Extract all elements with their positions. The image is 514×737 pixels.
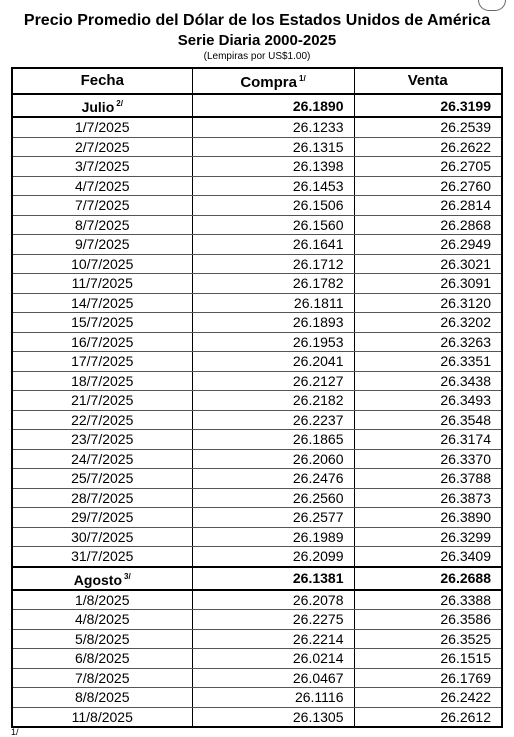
month-name: Julio <box>81 99 115 115</box>
date-cell: 28/7/2025 <box>12 488 192 508</box>
date-cell: 2/7/2025 <box>12 137 192 157</box>
date-cell: 5/8/2025 <box>12 629 192 649</box>
venta-cell: 26.3174 <box>354 430 502 450</box>
compra-cell: 26.2182 <box>192 391 354 411</box>
compra-cell: 26.2577 <box>192 508 354 528</box>
compra-cell: 26.2099 <box>192 547 354 567</box>
compra-cell: 26.1811 <box>192 293 354 313</box>
compra-cell: 26.1305 <box>192 707 354 727</box>
column-header-fecha: Fecha <box>12 68 192 94</box>
venta-cell: 26.3873 <box>354 488 502 508</box>
table-row <box>12 527 502 547</box>
table-row <box>12 590 502 610</box>
venta-cell: 26.3120 <box>354 293 502 313</box>
month-venta: 26.3199 <box>354 94 502 117</box>
date-cell: 30/7/2025 <box>12 527 192 547</box>
venta-cell: 26.3202 <box>354 313 502 333</box>
date-cell: 8/7/2025 <box>12 215 192 235</box>
footnote-marker: 1/ <box>299 74 306 83</box>
table-row <box>12 371 502 391</box>
table-row <box>12 707 502 727</box>
page-title: Precio Promedio del Dólar de los Estados Unidos de América <box>23 12 491 29</box>
compra-cell: 26.2237 <box>192 410 354 430</box>
table-row <box>12 649 502 669</box>
venta-cell: 26.3091 <box>354 274 502 294</box>
compra-cell: 26.1641 <box>192 235 354 255</box>
date-cell: 1/7/2025 <box>12 117 192 137</box>
compra-cell: 26.1506 <box>192 196 354 216</box>
date-cell: 18/7/2025 <box>12 371 192 391</box>
compra-cell: 26.2127 <box>192 371 354 391</box>
date-cell: 25/7/2025 <box>12 469 192 489</box>
table-row <box>12 254 502 274</box>
footnote-marker: 3/ <box>124 571 131 581</box>
date-cell: 23/7/2025 <box>12 430 192 450</box>
date-cell: 10/7/2025 <box>12 254 192 274</box>
compra-cell: 26.1712 <box>192 254 354 274</box>
date-cell: 9/7/2025 <box>12 235 192 255</box>
date-cell: 21/7/2025 <box>12 391 192 411</box>
compra-cell: 26.1453 <box>192 176 354 196</box>
month-compra: 26.1381 <box>192 567 354 590</box>
table-row <box>12 668 502 688</box>
date-cell: 3/7/2025 <box>12 157 192 177</box>
compra-cell: 26.1893 <box>192 313 354 333</box>
table-row <box>12 176 502 196</box>
compra-cell: 26.1398 <box>192 157 354 177</box>
table-row <box>12 488 502 508</box>
table-header-row <box>12 68 502 94</box>
table-row <box>12 313 502 333</box>
compra-cell: 26.2078 <box>192 590 354 610</box>
venta-cell: 26.3890 <box>354 508 502 528</box>
table-row <box>12 352 502 372</box>
table-row <box>12 235 502 255</box>
venta-cell: 26.3493 <box>354 391 502 411</box>
date-cell: 4/8/2025 <box>12 610 192 630</box>
month-name: Agosto <box>73 571 123 588</box>
month-summary-row <box>12 94 502 117</box>
table-row <box>12 196 502 216</box>
date-cell: 22/7/2025 <box>12 410 192 430</box>
venta-cell: 26.3351 <box>354 352 502 372</box>
date-cell: 4/7/2025 <box>12 176 192 196</box>
venta-cell: 26.3409 <box>354 547 502 567</box>
table-row <box>12 449 502 469</box>
compra-cell: 26.0214 <box>192 649 354 669</box>
table-row <box>12 293 502 313</box>
column-header-venta: Venta <box>354 68 502 94</box>
compra-cell: 26.1953 <box>192 332 354 352</box>
compra-cell: 26.1233 <box>192 117 354 137</box>
date-cell: 14/7/2025 <box>12 293 192 313</box>
date-cell: 29/7/2025 <box>12 508 192 528</box>
compra-cell: 26.1315 <box>192 137 354 157</box>
table-row <box>12 688 502 708</box>
page-subtitle: Serie Diaria 2000-2025 <box>177 32 337 49</box>
month-label <box>12 567 192 590</box>
column-header-compra <box>192 68 354 94</box>
table-row <box>12 610 502 630</box>
venta-cell: 26.2760 <box>354 176 502 196</box>
date-cell: 11/7/2025 <box>12 274 192 294</box>
venta-cell: 26.2814 <box>354 196 502 216</box>
table-row <box>12 629 502 649</box>
table-row <box>12 215 502 235</box>
table-row <box>12 274 502 294</box>
seal-logo <box>478 0 506 11</box>
compra-cell: 26.1865 <box>192 430 354 450</box>
date-cell: 15/7/2025 <box>12 313 192 333</box>
table-row <box>12 137 502 157</box>
venta-cell: 26.3370 <box>354 449 502 469</box>
date-cell: 17/7/2025 <box>12 352 192 372</box>
compra-cell: 26.1560 <box>192 215 354 235</box>
compra-cell: 26.2060 <box>192 449 354 469</box>
compra-cell: 26.2214 <box>192 629 354 649</box>
date-cell: 24/7/2025 <box>12 449 192 469</box>
table-row <box>12 391 502 411</box>
date-cell: 7/7/2025 <box>12 196 192 216</box>
compra-cell: 26.2041 <box>192 352 354 372</box>
footnote-marker: 2/ <box>116 99 123 108</box>
compra-cell: 26.1782 <box>192 274 354 294</box>
table-row <box>12 117 502 137</box>
month-compra: 26.1890 <box>192 94 354 117</box>
venta-cell: 26.2622 <box>354 137 502 157</box>
venta-cell: 26.2868 <box>354 215 502 235</box>
compra-cell: 26.1116 <box>192 688 354 708</box>
venta-cell: 26.3299 <box>354 527 502 547</box>
compra-cell: 26.2560 <box>192 488 354 508</box>
table-row <box>12 410 502 430</box>
date-cell: 8/8/2025 <box>12 688 192 708</box>
venta-cell: 26.3388 <box>354 590 502 610</box>
venta-cell: 26.2705 <box>354 157 502 177</box>
date-cell: 16/7/2025 <box>12 332 192 352</box>
exchange-rate-table <box>11 67 503 728</box>
venta-cell: 26.2612 <box>354 707 502 727</box>
table-row <box>12 332 502 352</box>
venta-cell: 26.3586 <box>354 610 502 630</box>
venta-cell: 26.3788 <box>354 469 502 489</box>
venta-cell: 26.2539 <box>354 117 502 137</box>
venta-cell: 26.3525 <box>354 629 502 649</box>
month-venta: 26.2688 <box>354 567 502 590</box>
compra-cell: 26.2476 <box>192 469 354 489</box>
table-row <box>12 508 502 528</box>
month-summary-row <box>12 567 502 590</box>
compra-cell: 26.2275 <box>192 610 354 630</box>
column-header-compra-label: Compra <box>240 74 297 91</box>
table-row <box>12 469 502 489</box>
date-cell: 1/8/2025 <box>12 590 192 610</box>
footnote: 1/ <box>11 727 19 737</box>
venta-cell: 26.3548 <box>354 410 502 430</box>
venta-cell: 26.1769 <box>354 668 502 688</box>
month-label <box>12 94 192 117</box>
venta-cell: 26.3438 <box>354 371 502 391</box>
date-cell: 31/7/2025 <box>12 547 192 567</box>
venta-cell: 26.3021 <box>354 254 502 274</box>
table-row <box>12 430 502 450</box>
venta-cell: 26.2422 <box>354 688 502 708</box>
compra-cell: 26.1989 <box>192 527 354 547</box>
compra-cell: 26.0467 <box>192 668 354 688</box>
table-row <box>12 157 502 177</box>
date-cell: 6/8/2025 <box>12 649 192 669</box>
date-cell: 11/8/2025 <box>12 707 192 727</box>
venta-cell: 26.3263 <box>354 332 502 352</box>
units-note: (Lempiras por US$1.00) <box>203 51 311 62</box>
venta-cell: 26.1515 <box>354 649 502 669</box>
date-cell: 7/8/2025 <box>12 668 192 688</box>
table-row <box>12 547 502 567</box>
venta-cell: 26.2949 <box>354 235 502 255</box>
